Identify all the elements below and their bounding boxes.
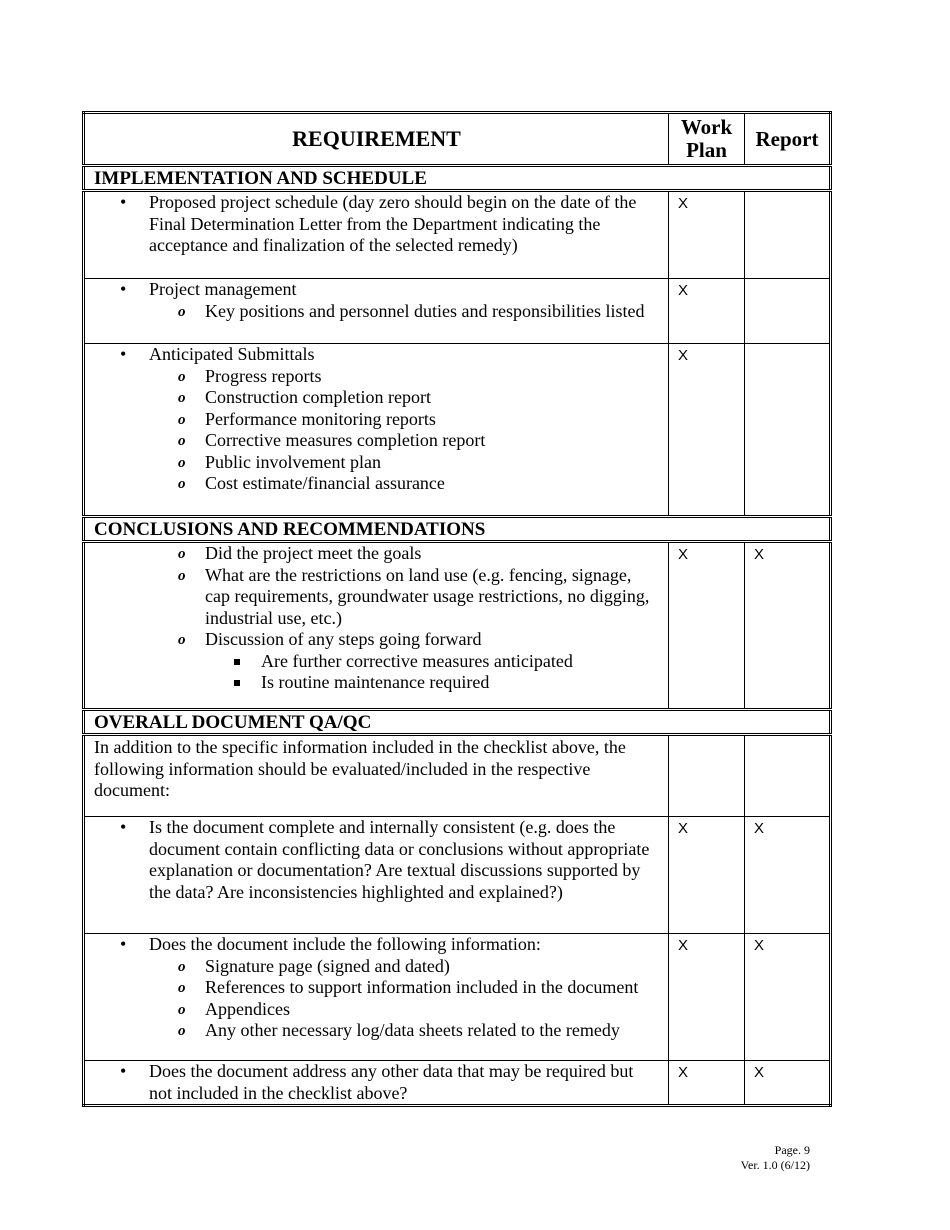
report-mark: X — [745, 542, 831, 710]
sub-list-item: o Corrective measures completion report — [85, 430, 668, 452]
list-item: • Does the document include the following information: — [85, 934, 668, 956]
work-plan-mark: X — [669, 191, 745, 279]
report-mark — [745, 735, 831, 817]
header-report: Report — [745, 113, 831, 166]
requirements-checklist-table — [82, 111, 832, 1107]
requirement-cell — [84, 344, 669, 517]
table-row — [84, 1061, 831, 1106]
sub-list-item: o Any other necessary log/data sheets related to the remedy — [85, 1020, 668, 1042]
sub-list-item: o Performance monitoring reports — [85, 409, 668, 431]
sub-list-item: o Key positions and personnel duties and responsibilities listed — [85, 301, 668, 323]
requirement-cell — [84, 1061, 669, 1106]
sub-list-item: o Cost estimate/financial assurance — [85, 473, 668, 495]
sub-list-item: o Appendices — [85, 999, 668, 1021]
section-row — [84, 166, 831, 191]
page-footer — [741, 1143, 810, 1173]
header-requirement: REQUIREMENT — [84, 113, 669, 166]
work-plan-mark — [669, 735, 745, 817]
sub-sub-list-item: Are further corrective measures anticipated — [85, 651, 668, 673]
sub-list-item: o Did the project meet the goals — [85, 543, 668, 565]
header-work-plan: Work Plan — [669, 113, 745, 166]
sub-list-item: o Signature page (signed and dated) — [85, 956, 668, 978]
work-plan-mark: X — [669, 1061, 745, 1106]
table-row — [84, 344, 831, 517]
report-mark: X — [745, 817, 831, 934]
sub-list-item: o Discussion of any steps going forward — [85, 629, 668, 651]
sub-list-item: o Construction completion report — [85, 387, 668, 409]
work-plan-mark: X — [669, 344, 745, 517]
list-item: • Proposed project schedule (day zero should begin on the date of the Final Determination Letter from the Department indicating the acceptance and finalization of the selected remedy) — [85, 192, 668, 257]
section-title-implementation: IMPLEMENTATION AND SCHEDULE — [84, 166, 831, 191]
work-plan-mark: X — [669, 542, 745, 710]
work-plan-mark: X — [669, 817, 745, 934]
page-number: Page. 9 — [774, 1143, 810, 1157]
table-row — [84, 934, 831, 1061]
requirement-cell — [84, 542, 669, 710]
requirement-cell — [84, 735, 669, 817]
work-plan-mark: X — [669, 934, 745, 1061]
report-mark — [745, 279, 831, 344]
report-mark — [745, 344, 831, 517]
table-row — [84, 191, 831, 279]
sub-list-item: o Progress reports — [85, 366, 668, 388]
requirement-cell — [84, 817, 669, 934]
report-mark: X — [745, 1061, 831, 1106]
section-title-qaqc: OVERALL DOCUMENT QA/QC — [84, 710, 831, 735]
sub-list-item: o Public involvement plan — [85, 452, 668, 474]
section-row — [84, 710, 831, 735]
section-row — [84, 517, 831, 542]
list-item: • Anticipated Submittals — [85, 344, 668, 366]
table-row — [84, 735, 831, 817]
table-header-row — [84, 113, 831, 166]
qaqc-intro-text: In addition to the specific information included in the checklist above, the following information should be evaluated/included in the respective document: — [94, 737, 626, 800]
requirement-cell — [84, 934, 669, 1061]
list-item: • Project management — [85, 279, 668, 301]
table-row — [84, 279, 831, 344]
sub-sub-list-item: Is routine maintenance required — [85, 672, 668, 694]
list-item: • Is the document complete and internally consistent (e.g. does the document contain conflicting data or conclusions without appropriate explanation or documentation? Are textual discussions supported by the data? Are inconsistencies highlighted and explained?) — [85, 817, 668, 903]
sub-list-item: o References to support information included in the document — [85, 977, 668, 999]
requirement-cell — [84, 279, 669, 344]
report-mark — [745, 191, 831, 279]
version-label: Ver. 1.0 (6/12) — [740, 1158, 810, 1172]
sub-list-item: o What are the restrictions on land use (e.g. fencing, signage, cap requirements, groundwater usage restrictions, no digging, industrial use, etc.) — [85, 565, 668, 630]
list-item: • Does the document address any other data that may be required but not included in the checklist above? — [85, 1061, 668, 1104]
report-mark: X — [745, 934, 831, 1061]
work-plan-mark: X — [669, 279, 745, 344]
table-row — [84, 817, 831, 934]
table-row — [84, 542, 831, 710]
requirement-cell — [84, 191, 669, 279]
section-title-conclusions: CONCLUSIONS AND RECOMMENDATIONS — [84, 517, 831, 542]
